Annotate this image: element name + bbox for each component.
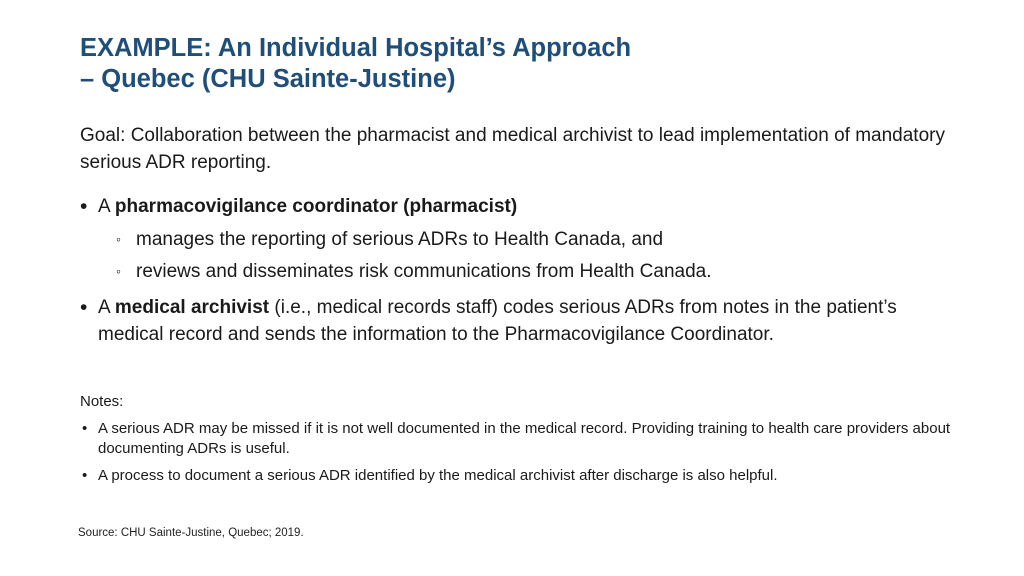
slide-title: [80, 33, 960, 95]
circle-bullet-icon: ◦: [116, 231, 121, 247]
source-citation: Source: CHU Sainte-Justine, Quebec; 2019.: [78, 527, 304, 539]
bullet-bold-text: pharmacovigilance coordinator (pharmacist): [114, 196, 518, 217]
bullet-archivist: [80, 294, 960, 348]
sub-bullet-text: reviews and disseminates risk communications from Health Canada.: [136, 261, 712, 282]
bullet-dot-icon: •: [82, 420, 88, 437]
bullet-dot-icon: •: [80, 195, 88, 218]
bullet-dot-icon: •: [80, 296, 88, 319]
note-item: [80, 466, 960, 486]
goal-statement: Goal: Collaboration between the pharmacist and medical archivist to lead implementation of mandatory serious ADR reporting.: [80, 125, 945, 173]
note-item: [80, 419, 960, 459]
bullet-prefix: A: [98, 196, 110, 217]
notes-label: Notes:: [80, 393, 124, 410]
sub-bullet: [80, 226, 960, 253]
sub-bullet: [80, 258, 960, 285]
notes-section: [80, 392, 960, 493]
bullet-dot-icon: •: [82, 467, 88, 484]
note-text: A process to document a serious ADR identified by the medical archivist after discharge is also helpful.: [98, 467, 778, 484]
bullet-bold-text: medical archivist: [114, 297, 270, 318]
bullet-coordinator: [80, 193, 960, 285]
note-text: A serious ADR may be missed if it is not well documented in the medical record. Providing training to health care providers about documenting ADRs is useful.: [98, 420, 951, 457]
slide-title-line-2: – Quebec (CHU Sainte-Justine): [80, 65, 456, 93]
sub-bullet-text: manages the reporting of serious ADRs to Health Canada, and: [136, 229, 664, 250]
circle-bullet-icon: ◦: [116, 263, 121, 279]
bullet-rest-text: (i.e., medical records staff) codes serious ADRs from notes in the patient’s medical record and sends the information to the Pharmacovigilance Coordinator.: [98, 297, 897, 345]
bullet-prefix: A: [98, 297, 110, 318]
slide-title-line-1: EXAMPLE: An Individual Hospital’s Approach: [80, 34, 632, 62]
